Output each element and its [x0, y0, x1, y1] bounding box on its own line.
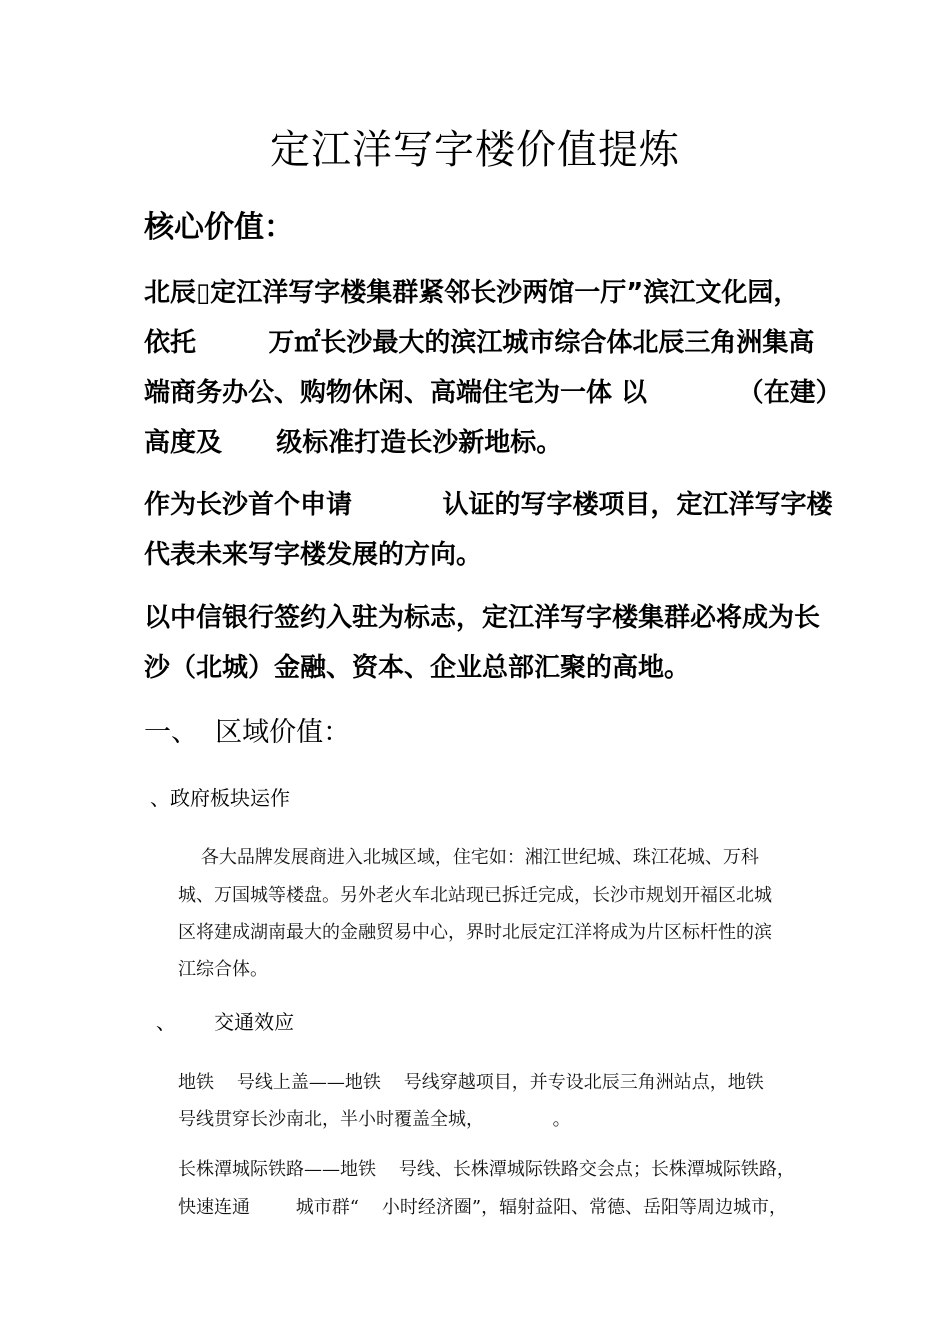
subheading-traffic: 、 交通效应	[156, 1010, 295, 1034]
core-text-line: 作为长沙首个申请 认证的写字楼项目，定江洋写字楼	[144, 490, 833, 520]
core-text-line: 高度及 级标准打造长沙新地标。	[144, 428, 563, 458]
core-text-line: 以中信银行签约入驻为标志，定江洋写字楼集群必将成为长	[144, 603, 821, 633]
region-value-heading: 一、 区域价值：	[144, 717, 351, 748]
paragraph-line: 区将建成湖南最大的金融贸易中心，界时北辰定江洋将成为片区标杆性的滨	[178, 922, 772, 943]
core-text-line: 北辰▯定江洋写字楼集群紧邻长沙两馆一厅”滨江文化园，	[144, 278, 800, 308]
paragraph-line: 地铁 号线上盖——地铁 号线穿越项目，并专设北辰三角洲站点，地铁	[178, 1072, 764, 1093]
core-text-line: 沙（北城）金融、资本、企业总部汇聚的高地。	[144, 653, 691, 683]
core-value-heading: 核心价值：	[144, 210, 294, 245]
paragraph-line: 长株潭城际铁路——地铁 号线、长株潭城际铁路交会点；长株潭城际铁路，	[178, 1159, 795, 1180]
paragraph-line: 江综合体。	[178, 959, 268, 980]
core-text-line: 端商务办公、购物休闲、高端住宅为一体 以 （在建）	[144, 378, 842, 408]
core-text-line: 代表未来写字楼发展的方向。	[144, 540, 483, 570]
paragraph-line: 城、万国城等楼盘。另外老火车北站现已拆迁完成，长沙市规划开福区北城	[178, 885, 772, 906]
core-text-line: 依托 万㎡长沙最大的滨江城市综合体北辰三角洲集高	[144, 328, 815, 358]
subheading-government: 、政府板块运作	[150, 786, 290, 810]
paragraph-line: 号线贯穿长沙南北，半小时覆盖全城， 。	[178, 1109, 571, 1130]
paragraph-line: 各大品牌发展商进入北城区域，住宅如：湘江世纪城、珠江花城、万科	[178, 847, 759, 868]
document-title: 定江洋写字楼价值提炼	[270, 127, 680, 173]
paragraph-line: 快速连通 城市群“ 小时经济圈”，辐射益阳、常德、岳阳等周边城市，	[178, 1197, 788, 1218]
